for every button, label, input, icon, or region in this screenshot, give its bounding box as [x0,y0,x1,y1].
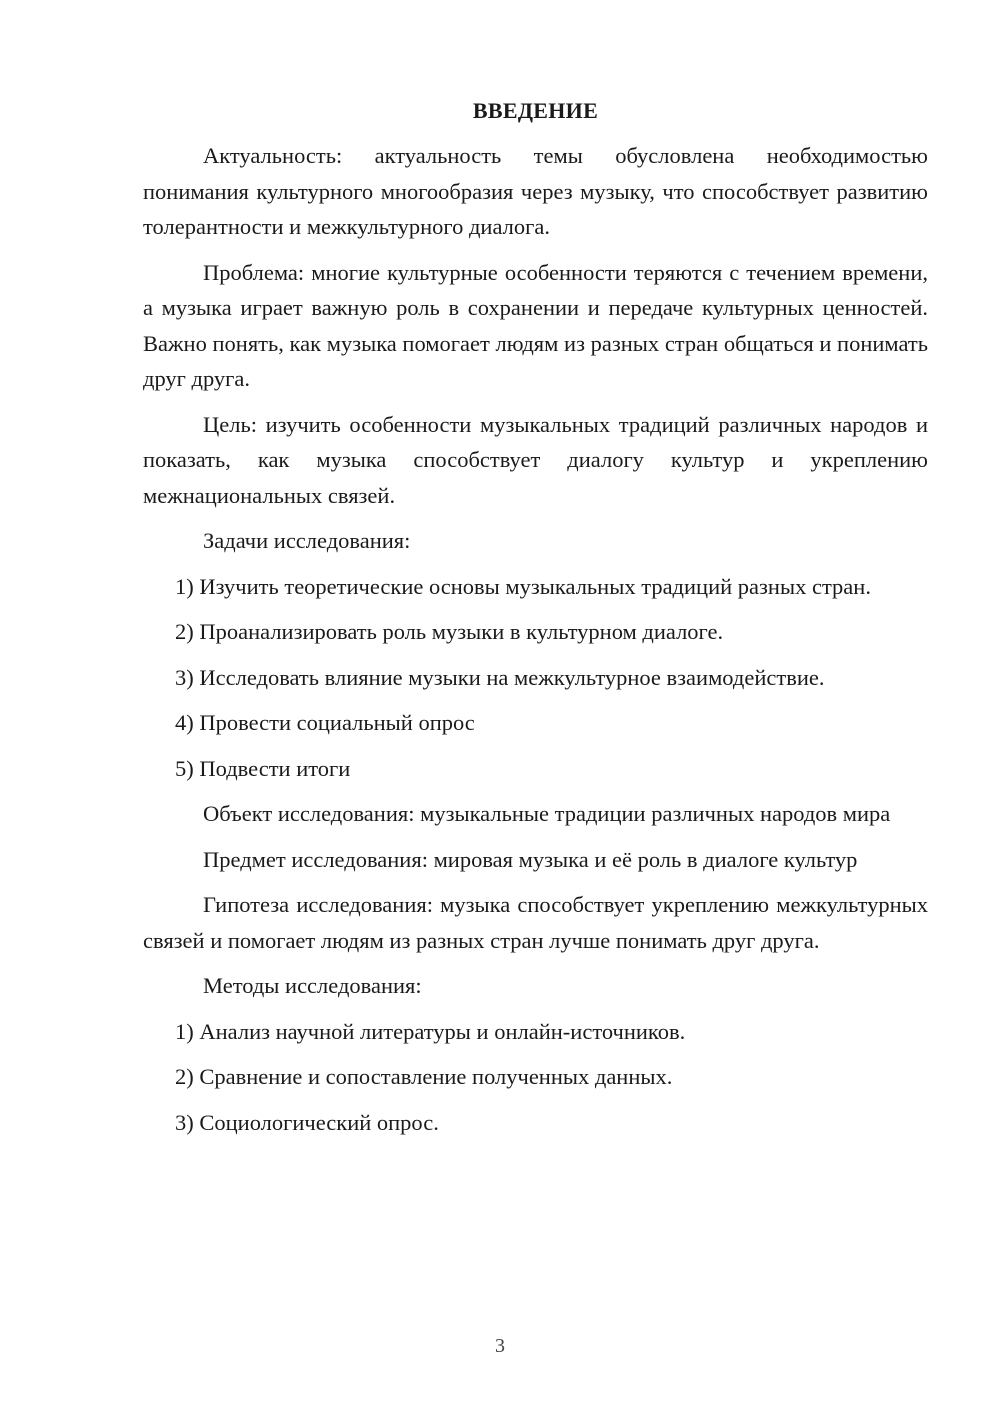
section-title: ВВЕДЕНИЕ [472,98,599,123]
page-number: 3 [495,1335,505,1357]
task-item-3: 3) Исследовать влияние музыки на межкультурное взаимодействие. [175,664,825,690]
paragraph-relevance: Актуальность: актуальность темы обусловлена необходимостью понимания культурного многообразия через музыку, что способствует развитию толерантности и межкультурного диалога. [143,143,928,239]
methods-heading: Методы исследования: [203,973,422,998]
task-item-2: 2) Проанализировать роль музыки в культурном диалоге. [175,619,724,644]
task-item-4: 4) Провести социальный опрос [175,710,475,735]
tasks-heading: Задачи исследования: [203,528,411,553]
method-item-3: 3) Социологический опрос. [175,1109,439,1135]
paragraph-subject: Предмет исследования: мировая музыка и её роль в диалоге культур [203,846,858,872]
paragraph-goal: Цель: изучить особенности музыкальных традиций различных народов и показать, как музыка способствует диалогу культур и укреплению межнациональных связей. [143,411,928,508]
task-item-5: 5) Подвести итоги [175,755,351,781]
paragraph-hypothesis: Гипотеза исследования: музыка способствует укреплению межкультурных связей и помогает людям из разных стран лучше понимать друг друга. [143,892,928,953]
method-item-2: 2) Сравнение и сопоставление полученных данных. [175,1064,673,1089]
paragraph-problem: Проблема: многие культурные особенности теряются с течением времени, а музыка играет важную роль в сохранении и передаче культурных ценностей. Важно понять, как музыка помогает людям из разных стран общаться и понимать друг друга. [143,259,928,391]
task-item-1: 1) Изучить теоретические основы музыкальных традиций разных стран. [175,573,871,599]
document-page [143,96,928,1150]
method-item-1: 1) Анализ научной литературы и онлайн-источников. [175,1018,686,1044]
paragraph-object: Объект исследования: музыкальные традиции различных народов мира [203,801,891,826]
